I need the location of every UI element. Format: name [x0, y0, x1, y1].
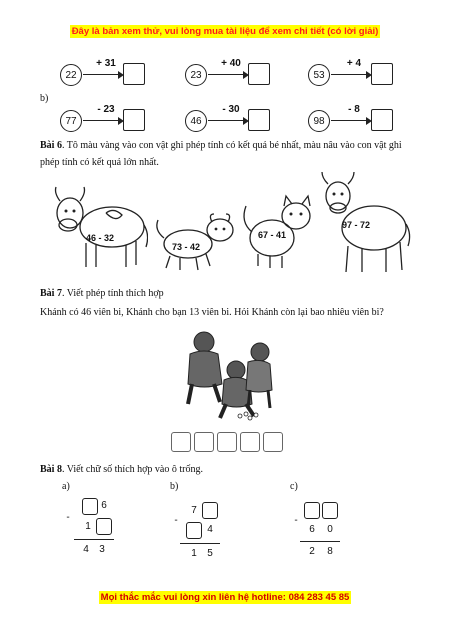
digit-box[interactable]	[82, 498, 98, 515]
answer-box[interactable]	[123, 109, 145, 131]
hotline-text: Mọi thắc mắc vui lòng xin liên hệ hotline: 084 283 45 85	[100, 592, 350, 603]
bai8-col-b-letter: b)	[170, 481, 179, 492]
arrow-icon	[331, 74, 370, 75]
minus-sign: -	[294, 515, 298, 526]
bai8-col-a-letter: a)	[62, 481, 70, 492]
arrow-icon	[208, 120, 247, 121]
digit: 5	[207, 548, 213, 559]
result-line	[300, 541, 340, 542]
bai7-label: Bài 7	[40, 288, 62, 299]
preview-notice-banner	[0, 26, 450, 37]
vertical-subtraction-a	[62, 498, 122, 564]
digit: 1	[85, 521, 91, 532]
vertical-subtraction-c	[290, 498, 350, 564]
bai6-instructions	[40, 137, 410, 171]
start-circle: 23	[185, 64, 207, 86]
vertical-subtraction-b	[170, 498, 230, 564]
digit: 4	[207, 524, 213, 535]
result-line	[74, 539, 114, 540]
digit: 2	[309, 546, 315, 557]
answer-box-4[interactable]	[240, 432, 260, 452]
answer-box[interactable]	[371, 63, 393, 85]
bai8-heading	[40, 461, 203, 478]
digit: 1	[191, 548, 197, 559]
start-circle: 53	[308, 64, 330, 86]
bai6-label: Bài 6	[40, 140, 62, 151]
animal-label-3: 67 - 41	[258, 230, 287, 240]
answer-box-5[interactable]	[263, 432, 283, 452]
operation-label: + 31	[96, 58, 116, 69]
answer-box-1[interactable]	[171, 432, 191, 452]
children-playing-marbles-image	[170, 330, 278, 422]
preview-notice-text: Đây là bản xem thử, vui lòng mua tài liệu để xem chi tiết (có lời giải)	[71, 26, 379, 37]
answer-box-2[interactable]	[194, 432, 214, 452]
part-b-label: b)	[40, 93, 49, 104]
answer-box[interactable]	[123, 63, 145, 85]
digit-box[interactable]	[304, 502, 320, 519]
animal-label-4: 97 - 72	[342, 220, 371, 230]
arrow-icon	[331, 120, 370, 121]
arrow-icon	[83, 74, 122, 75]
answer-box[interactable]	[371, 109, 393, 131]
arrow-icon	[208, 74, 247, 75]
digit: 7	[191, 505, 197, 516]
answer-box[interactable]	[248, 109, 270, 131]
bai8-col-c-letter: c)	[290, 481, 298, 492]
bai7-problem: Khánh có 46 viên bi, Khánh cho bạn 13 viên bi. Hỏi Khánh còn lại bao nhiêu viên bi?	[40, 307, 384, 318]
operation-label: - 30	[222, 104, 240, 115]
answer-box[interactable]	[248, 63, 270, 85]
animal-label-2: 73 - 42	[172, 242, 201, 252]
bai8-title: . Viết chữ số thích hợp vào ô trống.	[61, 464, 203, 475]
digit: 4	[83, 544, 89, 555]
minus-sign: -	[174, 515, 178, 526]
digit-box[interactable]	[202, 502, 218, 519]
operation-label: + 40	[221, 58, 241, 69]
result-line	[180, 543, 220, 544]
digit: 3	[99, 544, 105, 555]
cow-icon	[50, 183, 148, 275]
bai7-title: . Viết phép tính thích hợp	[61, 288, 164, 299]
answer-box-3[interactable]	[217, 432, 237, 452]
start-circle: 46	[185, 110, 207, 132]
operation-label: - 23	[97, 104, 115, 115]
start-circle: 77	[60, 110, 82, 132]
digit: 8	[327, 546, 333, 557]
bai8-label: Bài 8	[40, 464, 62, 475]
digit: 6	[309, 524, 315, 535]
operation-label: + 4	[346, 58, 362, 69]
digit-box[interactable]	[186, 522, 202, 539]
animal-label-1: 46 - 32	[86, 233, 115, 243]
operation-label: - 8	[348, 104, 360, 115]
digit-box[interactable]	[96, 518, 112, 535]
bai6-text: . Tô màu vàng vào con vật ghi phép tính có kết quả bé nhất, màu nâu vào con vật ghi phép tính có kết quả lớn nhất.	[40, 140, 402, 168]
hotline-banner	[0, 592, 450, 603]
start-circle: 98	[308, 110, 330, 132]
digit: 0	[327, 524, 333, 535]
bai7-heading	[40, 285, 164, 302]
start-circle: 22	[60, 64, 82, 86]
digit: 6	[101, 500, 107, 511]
animal-cow-left[interactable]	[50, 183, 148, 275]
minus-sign: -	[66, 512, 70, 523]
children-icon	[170, 330, 278, 422]
digit-box[interactable]	[322, 502, 338, 519]
arrow-icon	[83, 120, 122, 121]
